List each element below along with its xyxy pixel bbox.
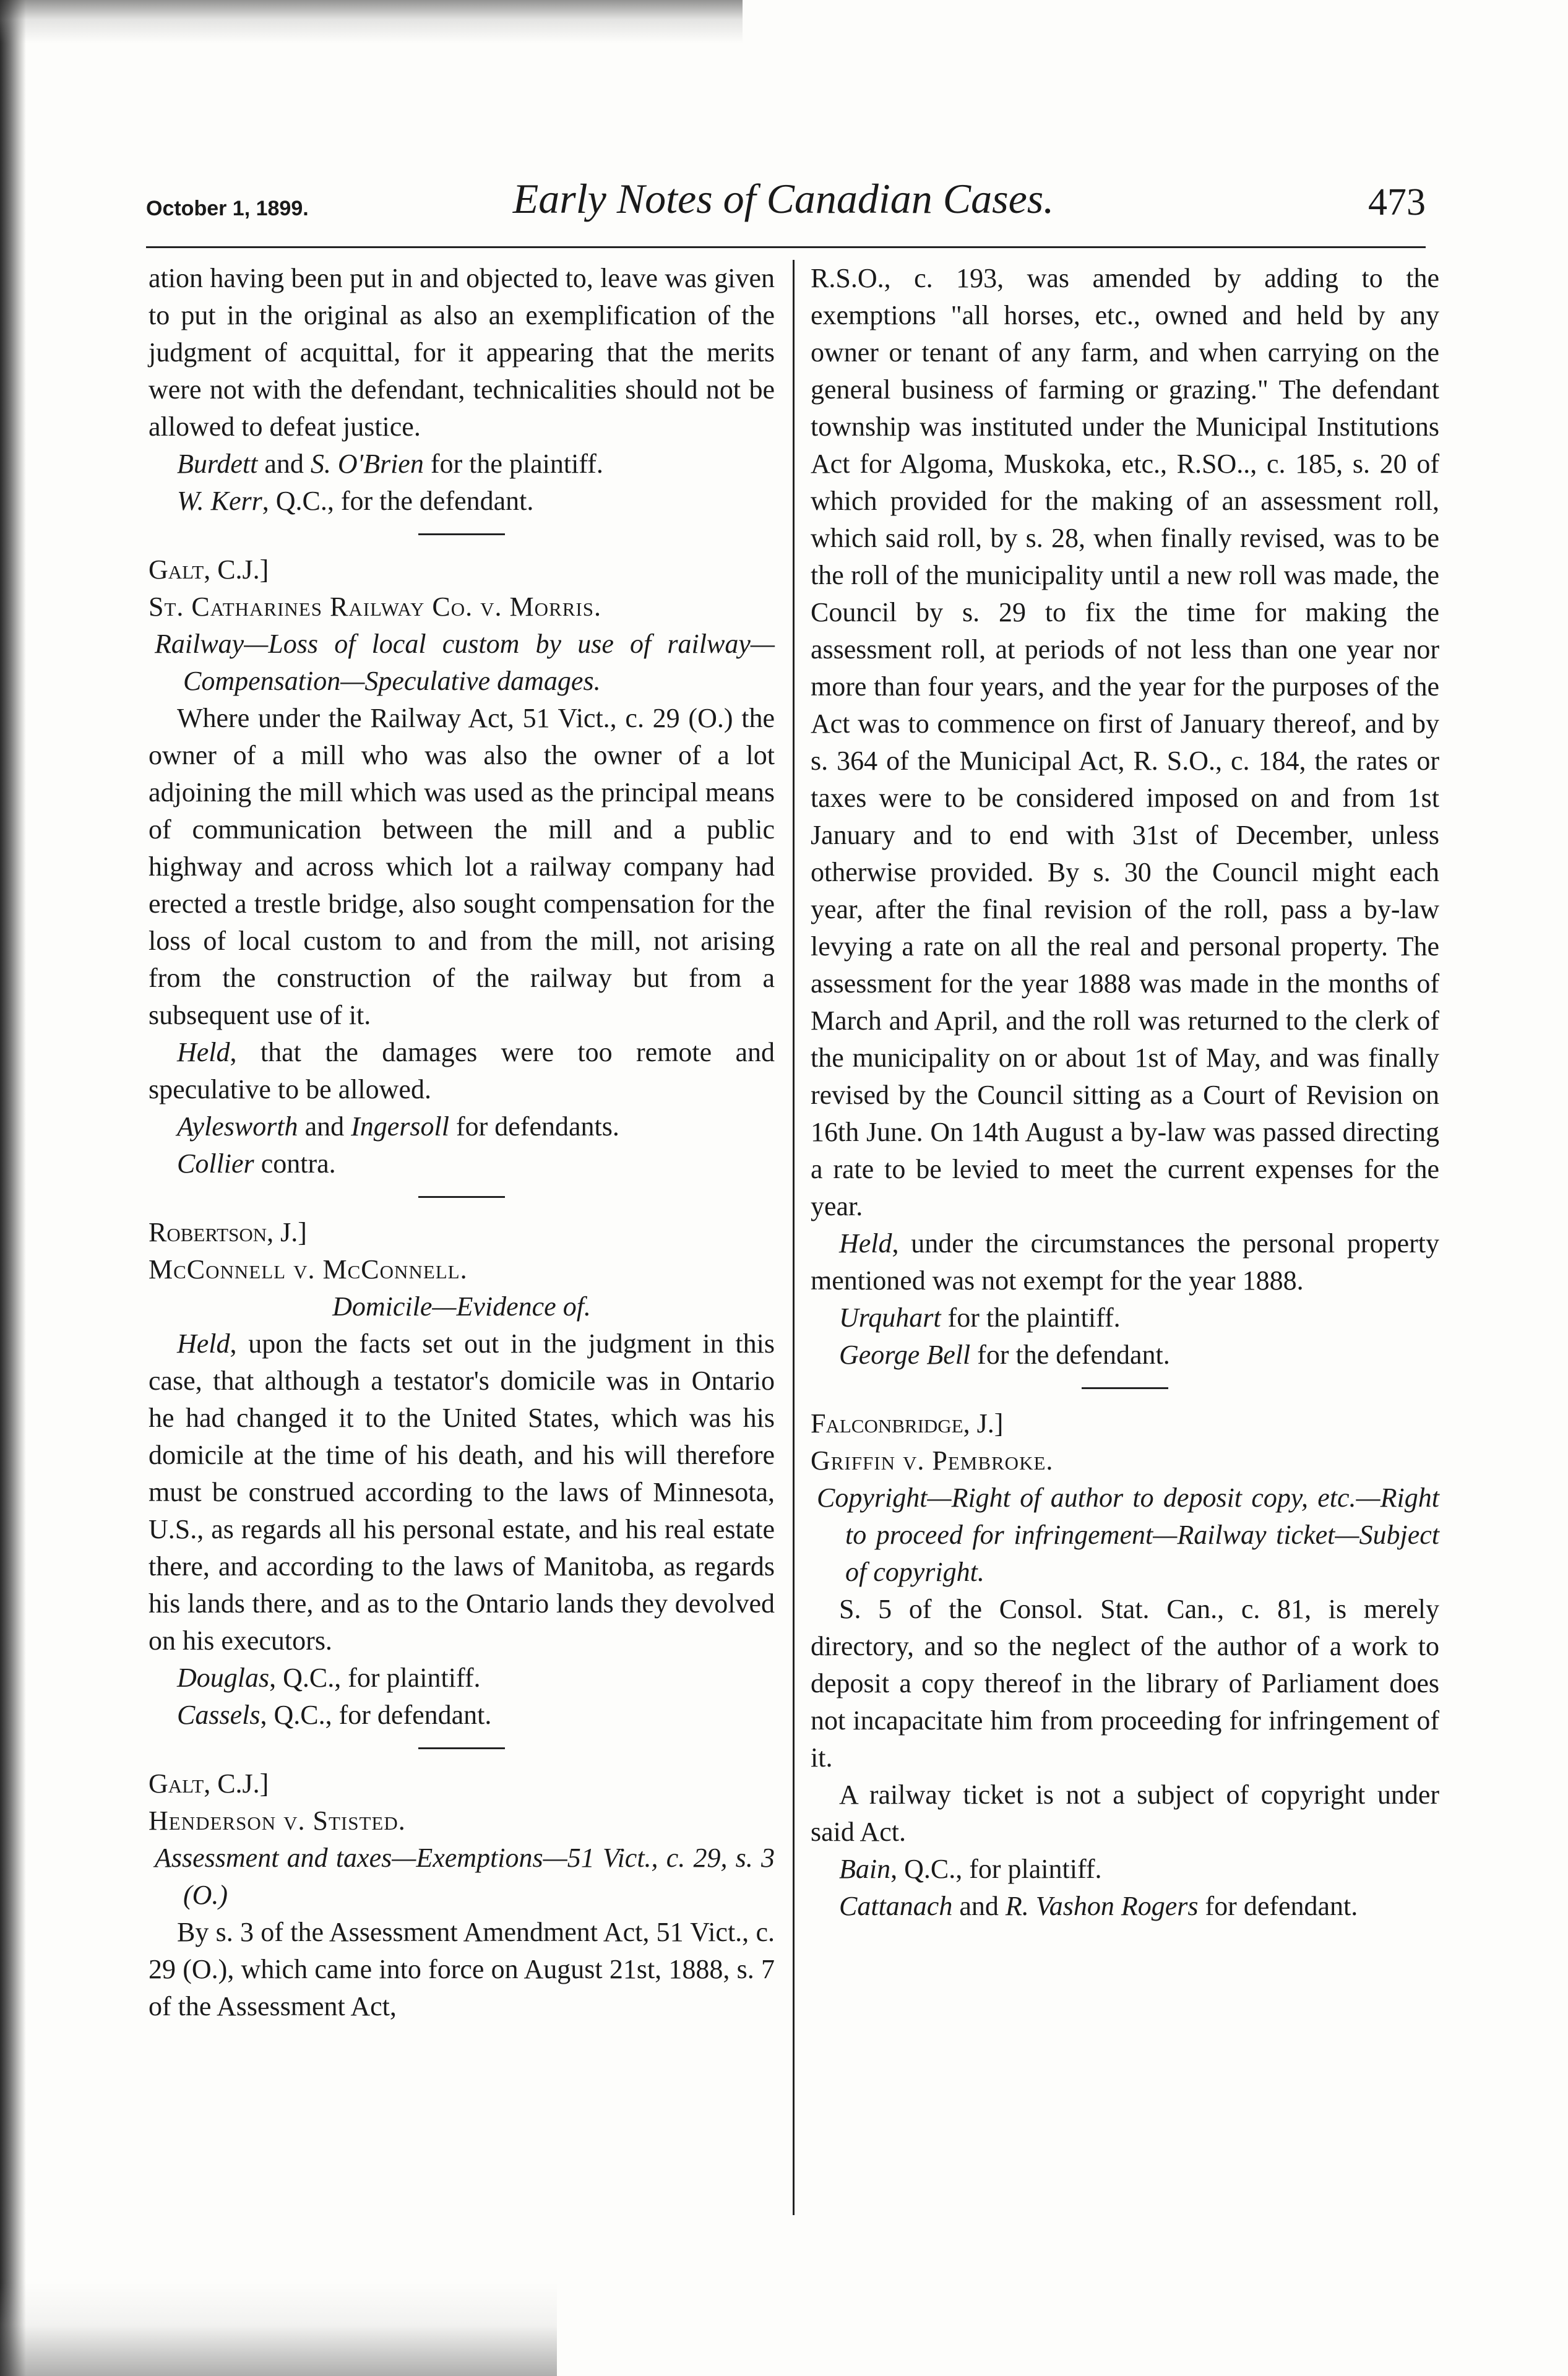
page-number: 473	[1368, 181, 1426, 223]
counsel-line: George Bell for the defendant.	[839, 1340, 1170, 1370]
case-judge: Robertson, J.]	[149, 1217, 307, 1247]
header-rule	[146, 246, 1426, 248]
case-topic: Copyright—Right of author to deposit copy, etc.—Right to proceed for infringement—Railway ticket—Subject of copyright.	[817, 1483, 1439, 1587]
case-body: By s. 3 of the Assessment Amendment Act, 51 Vict., c. 29 (O.), which came into force on August 21st, 1888, s. 7 of the Assessment Act,	[149, 1917, 775, 2021]
counsel-line: Aylesworth and Ingersoll for defendants.	[177, 1111, 619, 1142]
intro-paragraph: ation having been put in and objected to, leave was given to put in the original as also an exemplification of the judgment of acquittal, for it appearing that the merits were not with the defendant, technicalities should not be allowed to defeat justice.	[149, 263, 775, 442]
running-header	[146, 174, 1426, 243]
case-judge: Galt, C.J.]	[149, 1768, 269, 1799]
counsel-line: Urquhart for the plaintiff.	[839, 1302, 1121, 1333]
case-judge: Galt, C.J.]	[149, 554, 269, 585]
counsel-line: Cattanach and R. Vashon Rogers for defendant.	[839, 1891, 1358, 1921]
case-body-continued: R.S.O., c. 193, was amended by adding to the exemptions "all horses, etc., owned and held by any owner or tenant of any farm, and when carrying on the general business of farming or grazing." The defendant township was instituted under the Municipal Institutions Act for Algoma, Muskoka, etc., R.SO.., c. 185, s. 20 of which provided for the making of an assessment roll, which said roll, by s. 28, when finally revised, was to be the roll of the municipality until a new roll was made, the Council by s. 29 to fix the time for making the assessment roll, at periods of not less than one year nor more than four years, and the year for the purposes of the Act was to commence on first of January thereof, and by s. 364 of the Municipal Act, R. S.O., c. 184, the rates or taxes were to be considered imposed on and from 1st January and to end with 31st of December, unless otherwise provided. By s. 30 the Council might each year, after the final revision of the roll, pass a by-law levying a rate on all the real and personal property. The assessment for the year 1888 was made in the months of March and April, and the roll was returned to the clerk of the municipality on or about 1st of May, and was finally revised by the Council sitting as a Court of Revision on 16th June. On 14th August a by-law was passed directing a rate to be levied to meet the current expenses for the year.	[811, 263, 1439, 1221]
case-body: Where under the Railway Act, 51 Vict., c. 29 (O.) the owner of a mill who was also the owner of a lot adjoining the mill which was used as the principal means of communication between the mill and a public highway and across which lot a railway company had erected a trestle bridge, also sought compensation for the loss of local custom to and from the mill, not arising from the construction of the railway but from a subsequent use of it.	[149, 703, 775, 1030]
header-title: Early Notes of Canadian Cases.	[512, 175, 1054, 222]
case-topic: Railway—Loss of local custom by use of railway—Compensation—Speculative damages.	[155, 629, 775, 696]
case-separator	[1082, 1387, 1168, 1389]
case-body: A railway ticket is not a subject of copyright under said Act.	[811, 1780, 1439, 1847]
case-topic: Domicile—Evidence of.	[332, 1291, 591, 1322]
counsel-line: Bain, Q.C., for plaintiff.	[839, 1854, 1102, 1884]
page-top-shadow	[0, 0, 743, 43]
counsel-line: Burdett and S. O'Brien for the plaintiff.	[177, 449, 603, 479]
case-title: Griffin v. Pembroke.	[811, 1445, 1054, 1476]
case-title: Henderson v. Stisted.	[149, 1806, 406, 1836]
case-separator	[418, 1196, 505, 1198]
header-date: October 1, 1899.	[146, 197, 309, 220]
counsel-line: Cassels, Q.C., for defendant.	[177, 1700, 492, 1730]
case-topic: Assessment and taxes—Exemptions—51 Vict., c. 29, s. 3 (O.)	[155, 1843, 775, 1910]
case-holding: Held, that the damages were too remote and speculative to be allowed.	[149, 1037, 775, 1104]
counsel-line: Douglas, Q.C., for plaintiff.	[177, 1663, 481, 1693]
case-holding: Held, under the circumstances the personal property mentioned was not exempt for the year 1888.	[811, 1228, 1439, 1296]
case-separator	[418, 533, 505, 535]
case-separator	[418, 1747, 505, 1749]
case-title: McConnell v. McConnell.	[149, 1254, 468, 1285]
right-column	[811, 260, 1439, 1925]
counsel-line: Collier contra.	[177, 1148, 336, 1179]
case-judge: Falconbridge, J.]	[811, 1408, 1004, 1439]
column-divider	[793, 260, 795, 2215]
case-holding: Held, upon the facts set out in the judgment in this case, that although a testator's domicile was in Ontario he had changed it to the United States, which was his domicile at the time of his death, and his will therefore must be construed according to the laws of Minnesota, U.S., as regards all his personal estate, and his real estate there, and according to the laws of Manitoba, as regards his lands there, and as to the Ontario lands they devolved on his executors.	[149, 1328, 775, 1656]
page-edge-shadow	[0, 0, 26, 2376]
page-bottom-shadow	[0, 2283, 557, 2376]
counsel-line: W. Kerr, Q.C., for the defendant.	[177, 486, 534, 516]
case-title: St. Catharines Railway Co. v. Morris.	[149, 592, 601, 622]
case-body: S. 5 of the Consol. Stat. Can., c. 81, is merely directory, and so the neglect of the author of a work to deposit a copy thereof in the library of Parliament does not incapacitate him from proceeding for infringement of it.	[811, 1594, 1439, 1773]
left-column	[149, 260, 775, 2025]
